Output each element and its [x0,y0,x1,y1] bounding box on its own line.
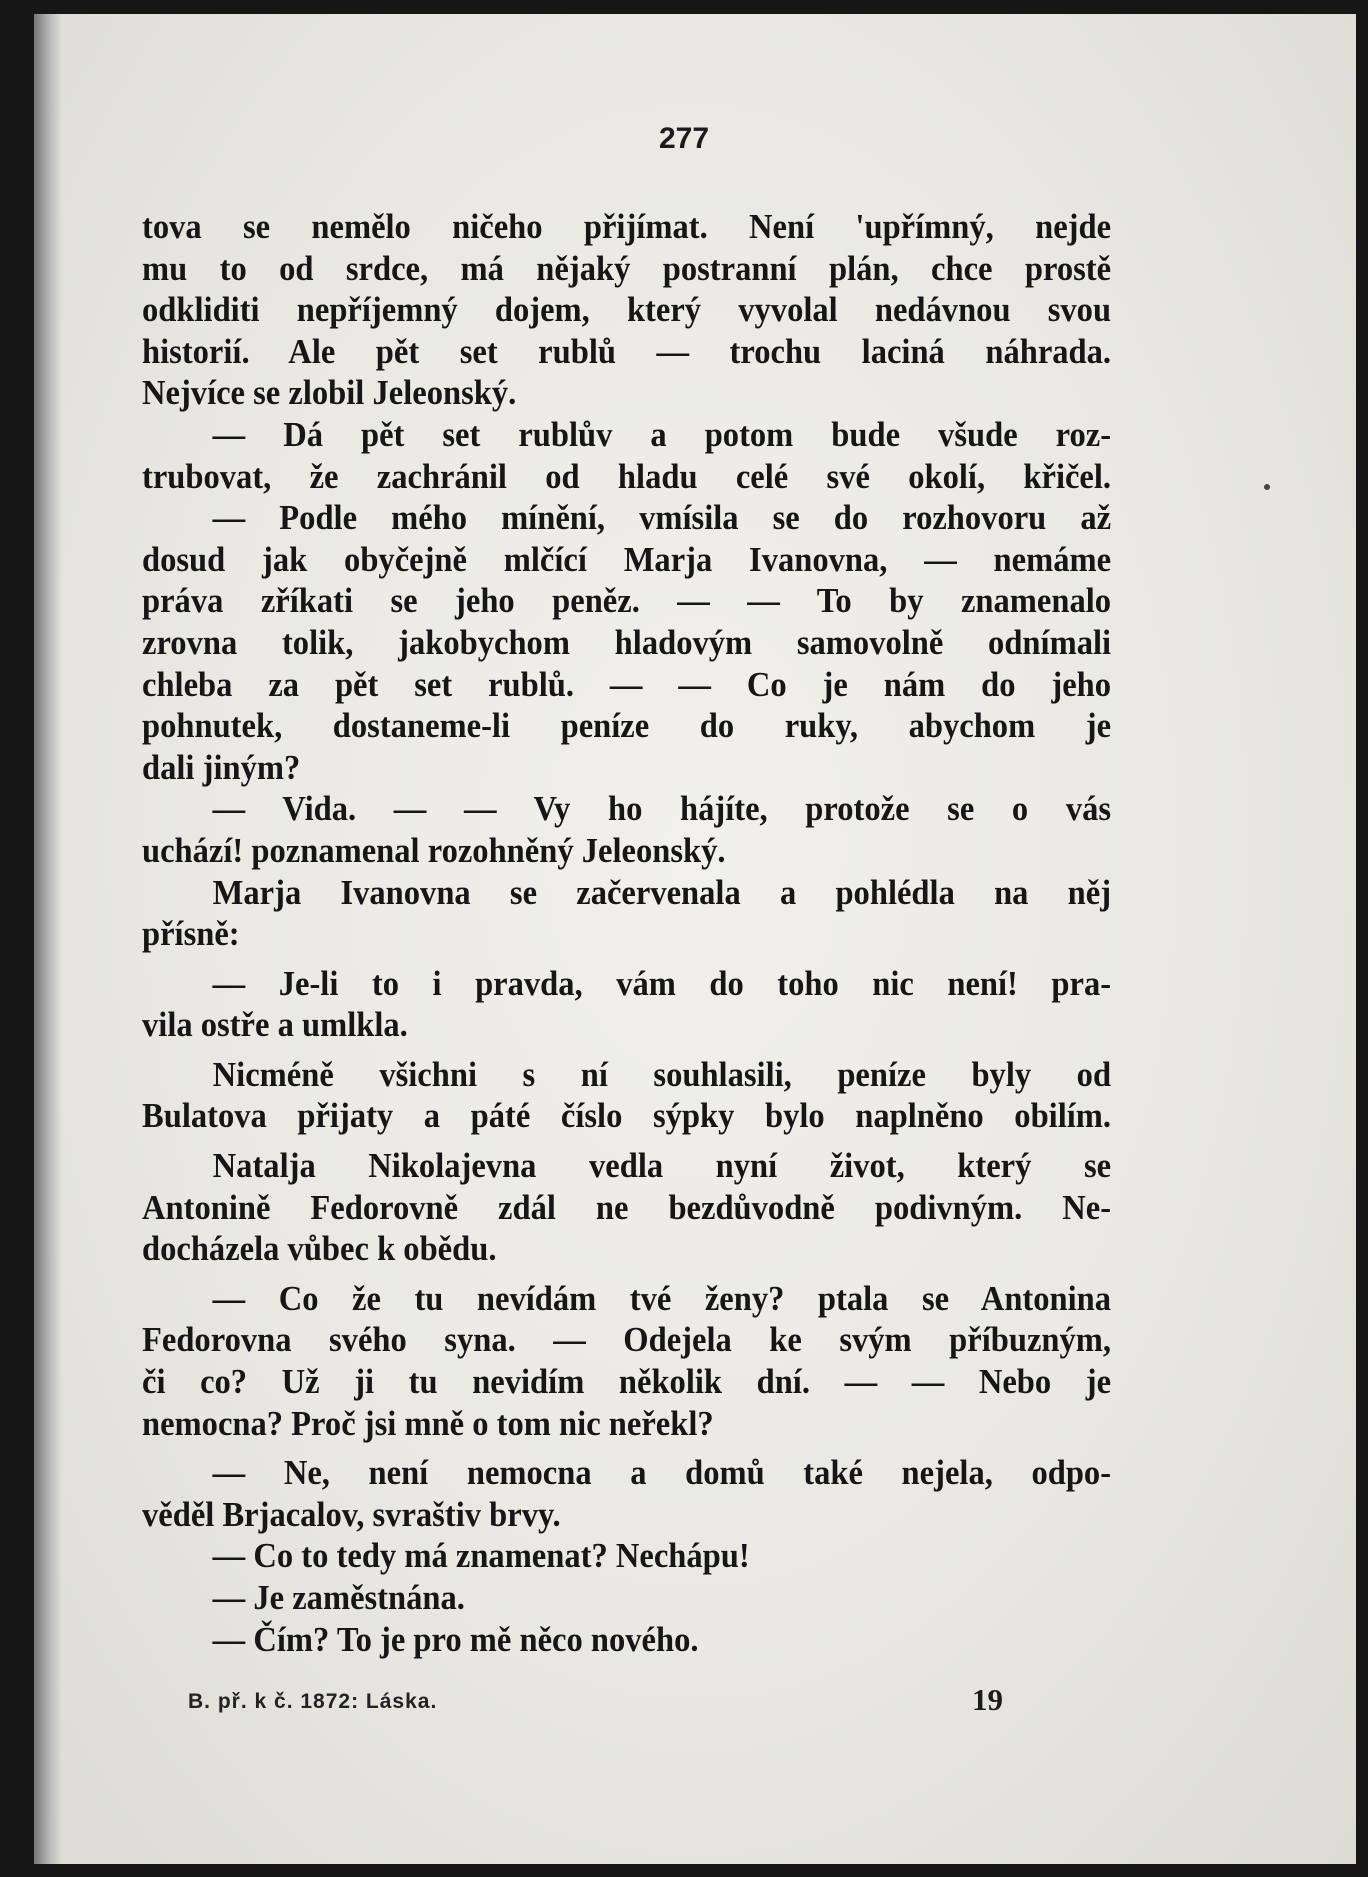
text-line-22: Bulatova přijaty a páté číslo sýpky bylo naplněno obilím. [142,1096,1112,1136]
text-line-24: Antonině Fedorovně zdál ne bezdůvodně podivným. Ne- [142,1187,1112,1227]
text-line-14: dali jiným? [142,747,301,787]
text-line-19: — Je-li to i pravda, vám do toho nic není! pra- [212,963,1112,1003]
text-line-6: — Dá pět set rublův a potom bude všude roz- [212,414,1112,454]
text-line-34: — Čím? To je pro mě něco nového. [212,1619,699,1659]
text-line-3: odkliditi nepříjemný dojem, který vyvolal nedávnou svou [142,290,1112,330]
text-line-13: pohnutek, dostaneme-li peníze do ruky, abychom je [142,706,1112,746]
body-text [142,206,1111,1660]
text-line-30: — Ne, není nemocna a domů také nejela, odpo- [212,1453,1112,1493]
text-line-29: nemocna? Proč jsi mně o tom nic neřekl? [142,1403,714,1443]
text-line-7: trubovat, že zachránil od hladu celé své okolí, křičel. [142,456,1112,496]
text-line-23: Natalja Nikolajevna vedla nyní život, který se [212,1146,1112,1186]
text-line-27: Fedorovna svého syna. — Odejela ke svým příbuzným, [142,1320,1112,1360]
text-line-4: historií. Ale pět set rublů — trochu laciná náhrada. [142,331,1112,371]
text-line-17: Marja Ivanovna se začervenala a pohlédla na něj [212,872,1112,912]
footer-signature: B. př. k č. 1872: Láska. [188,1690,438,1713]
text-line-15: — Vida. — — Vy ho hájíte, protože se o vás [212,789,1112,829]
text-line-33: — Je zaměstnána. [212,1578,465,1617]
book-page [34,14,1356,1864]
text-line-21: Nicméně všichni s ní souhlasili, peníze byly od [212,1054,1112,1094]
text-line-31: věděl Brjacalov, svraštiv brvy. [142,1494,561,1534]
text-line-32: — Co to tedy má znamenat? Nechápu! [212,1536,750,1576]
text-line-1: tova se nemělo ničeho přijímat. Není 'upřímný, nejde [142,207,1112,246]
text-line-25: docházela vůbec k obědu. [142,1229,497,1269]
print-speck [1264,484,1270,490]
text-line-10: práva zříkati se jeho peněz. — — To by znamenalo [142,581,1112,621]
text-line-2: mu to od srdce, má nějaký postranní plán, chce prostě [142,248,1112,288]
page-number: 277 [658,122,710,155]
text-line-9: dosud jak obyčejně mlčící Marja Ivanovna, — nemáme [142,539,1112,579]
text-line-26: — Co že tu nevídám tvé ženy? ptala se Antonina [212,1278,1112,1318]
text-line-8: — Podle mého mínění, vmísila se do rozhovoru až [212,498,1112,538]
page-gutter-shadow [34,14,62,1864]
text-line-28: či co? Už ji tu nevidím několik dní. — — Nebo je [142,1362,1112,1402]
text-line-5: Nejvíce se zlobil Jeleonský. [142,373,517,413]
text-line-11: zrovna tolik, jakobychom hladovým samovolně odnímali [142,622,1112,662]
text-line-16: uchází! poznamenal rozohněný Jeleonský. [142,830,726,870]
text-line-12: chleba za pět set rublů. — — Co je nám do jeho [142,664,1112,704]
footer-sheet-number: 19 [972,1682,1003,1717]
text-line-18: přísně: [142,914,240,954]
text-line-20: vila ostře a umlkla. [142,1005,408,1045]
